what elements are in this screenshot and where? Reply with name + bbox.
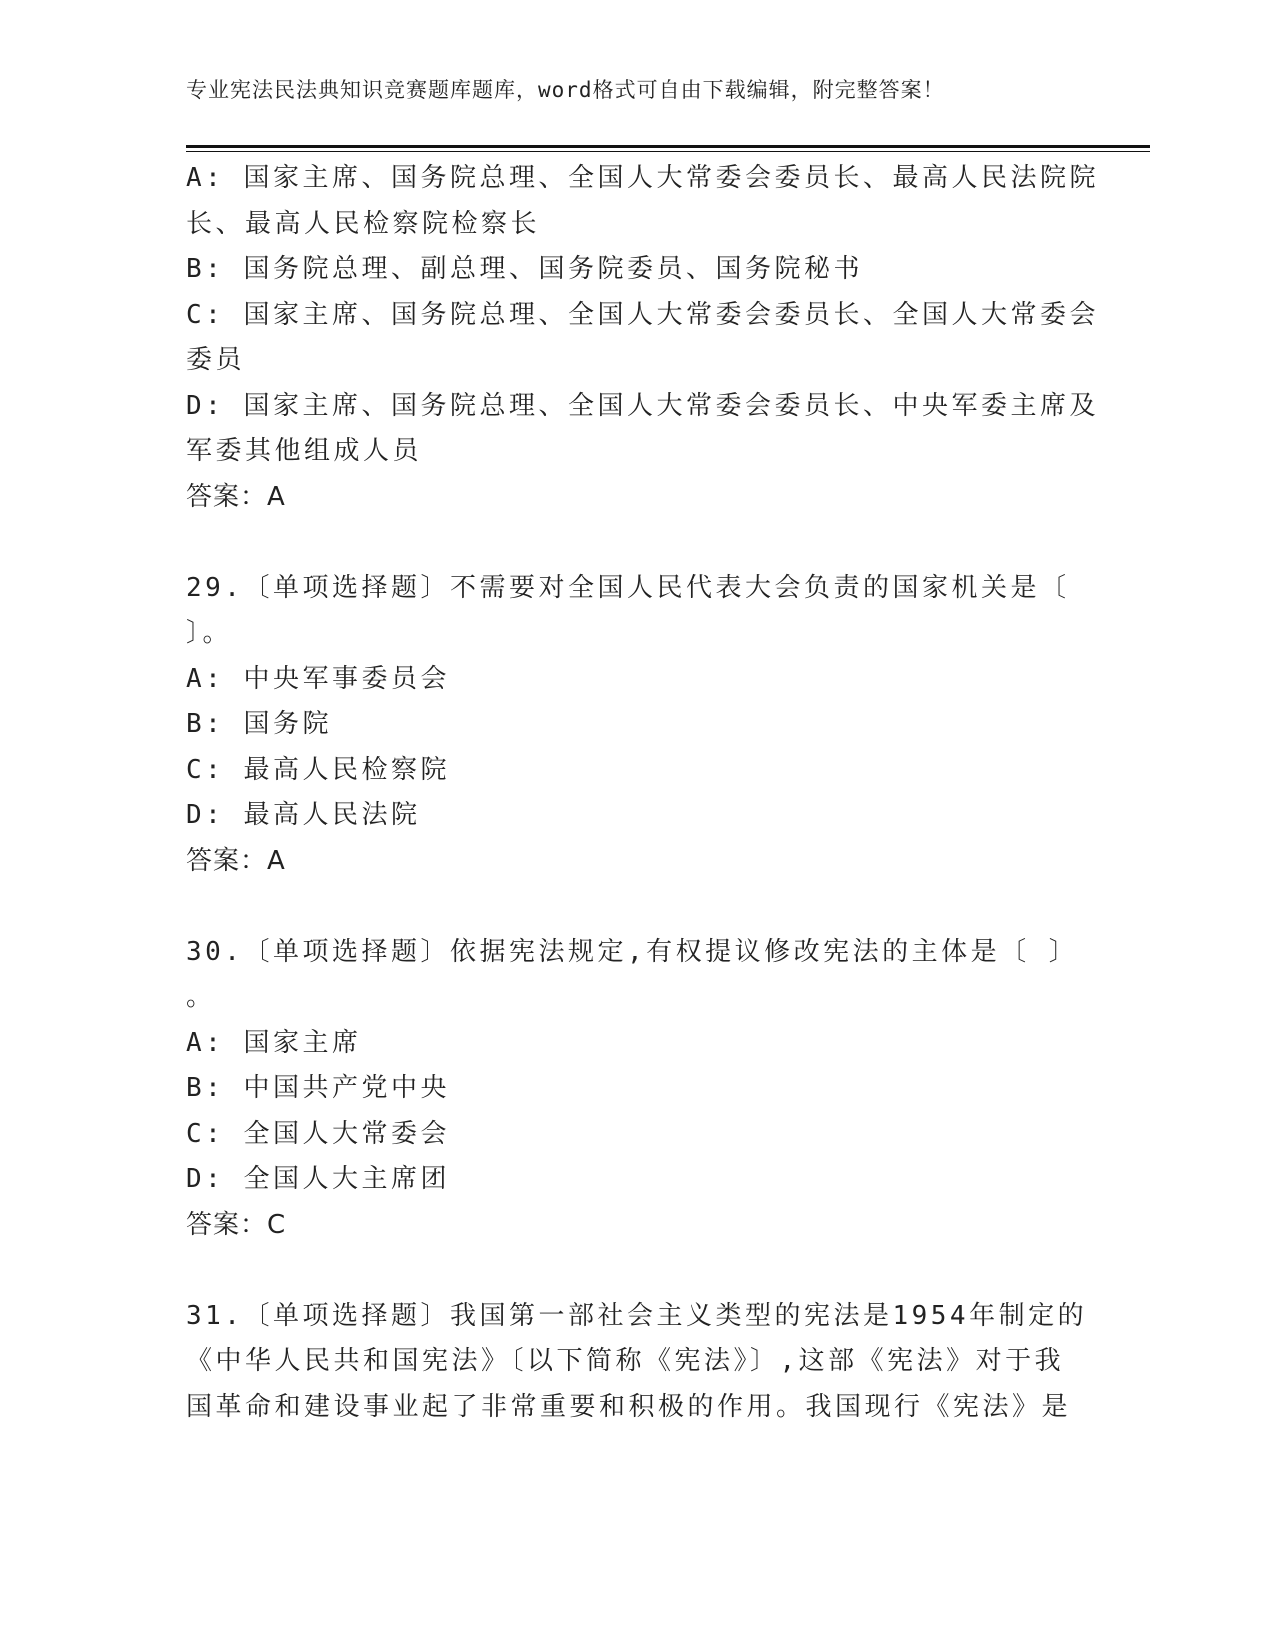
- header-rule-thin: [186, 151, 1150, 152]
- question-content: [186, 156, 1099, 1430]
- header-rule-thick: [186, 145, 1150, 148]
- spacer: [186, 520, 1086, 566]
- option-c-line-2: 委员: [186, 345, 246, 375]
- spacer: [186, 1248, 1086, 1294]
- option-a-line-2: 长、最高人民检察院检察长: [186, 208, 541, 239]
- question-30-block: [186, 930, 1086, 1249]
- answer-30: 答案：C: [186, 1209, 287, 1240]
- spacer: [186, 884, 1086, 930]
- question-29-stem-line-2: 〕。: [186, 618, 233, 648]
- question-31-stem-line-2: 《中华人民共和国宪法》〔以下简称《宪法》〕,这部《宪法》对于我: [186, 1346, 1065, 1376]
- option-c: C: 全国人大常委会: [186, 1118, 450, 1149]
- option-c: C: 最高人民检察院: [186, 754, 450, 785]
- question-30-stem-line-1: 30.〔单项选择题〕依据宪法规定,有权提议修改宪法的主体是〔 〕: [186, 936, 1079, 967]
- option-a-line-1: A: 国家主席、国务院总理、全国人大常委会委员长、最高人民法院院: [186, 163, 1099, 193]
- option-a: A: 中央军事委员会: [186, 663, 450, 694]
- question-31-stem-line-3: 国革命和建设事业起了非常重要和积极的作用。我国现行《宪法》是: [186, 1391, 1072, 1422]
- option-b: B: 中国共产党中央: [186, 1073, 450, 1103]
- option-c-line-1: C: 国家主席、国务院总理、全国人大常委会委员长、全国人大常委会: [186, 299, 1099, 330]
- question-28-block: [186, 156, 1099, 520]
- option-d: D: 全国人大主席团: [186, 1164, 450, 1194]
- option-d-line-2: 军委其他组成人员: [186, 436, 423, 466]
- page-header: 专业宪法民法典知识竞赛题库题库，word格式可自由下载编辑，附完整答案！: [186, 78, 945, 102]
- answer-28: 答案：A: [186, 481, 286, 512]
- option-d: D: 最高人民法院: [186, 800, 421, 830]
- question-31-block: [186, 1294, 1086, 1431]
- question-29-block: [186, 566, 1086, 885]
- question-31-stem-line-1: 31.〔单项选择题〕我国第一部社会主义类型的宪法是1954年制定的: [186, 1300, 1088, 1331]
- option-d-line-1: D: 国家主席、国务院总理、全国人大常委会委员长、中央军委主席及: [186, 390, 1099, 421]
- answer-29: 答案：A: [186, 845, 286, 876]
- question-30-stem-line-2: 。: [186, 982, 216, 1012]
- option-b: B: 国务院: [186, 709, 332, 739]
- option-a: A: 国家主席: [186, 1027, 362, 1058]
- option-b: B: 国务院总理、副总理、国务院委员、国务院秘书: [186, 254, 863, 284]
- question-29-stem-line-1: 29.〔单项选择题〕不需要对全国人民代表大会负责的国家机关是〔: [186, 572, 1070, 603]
